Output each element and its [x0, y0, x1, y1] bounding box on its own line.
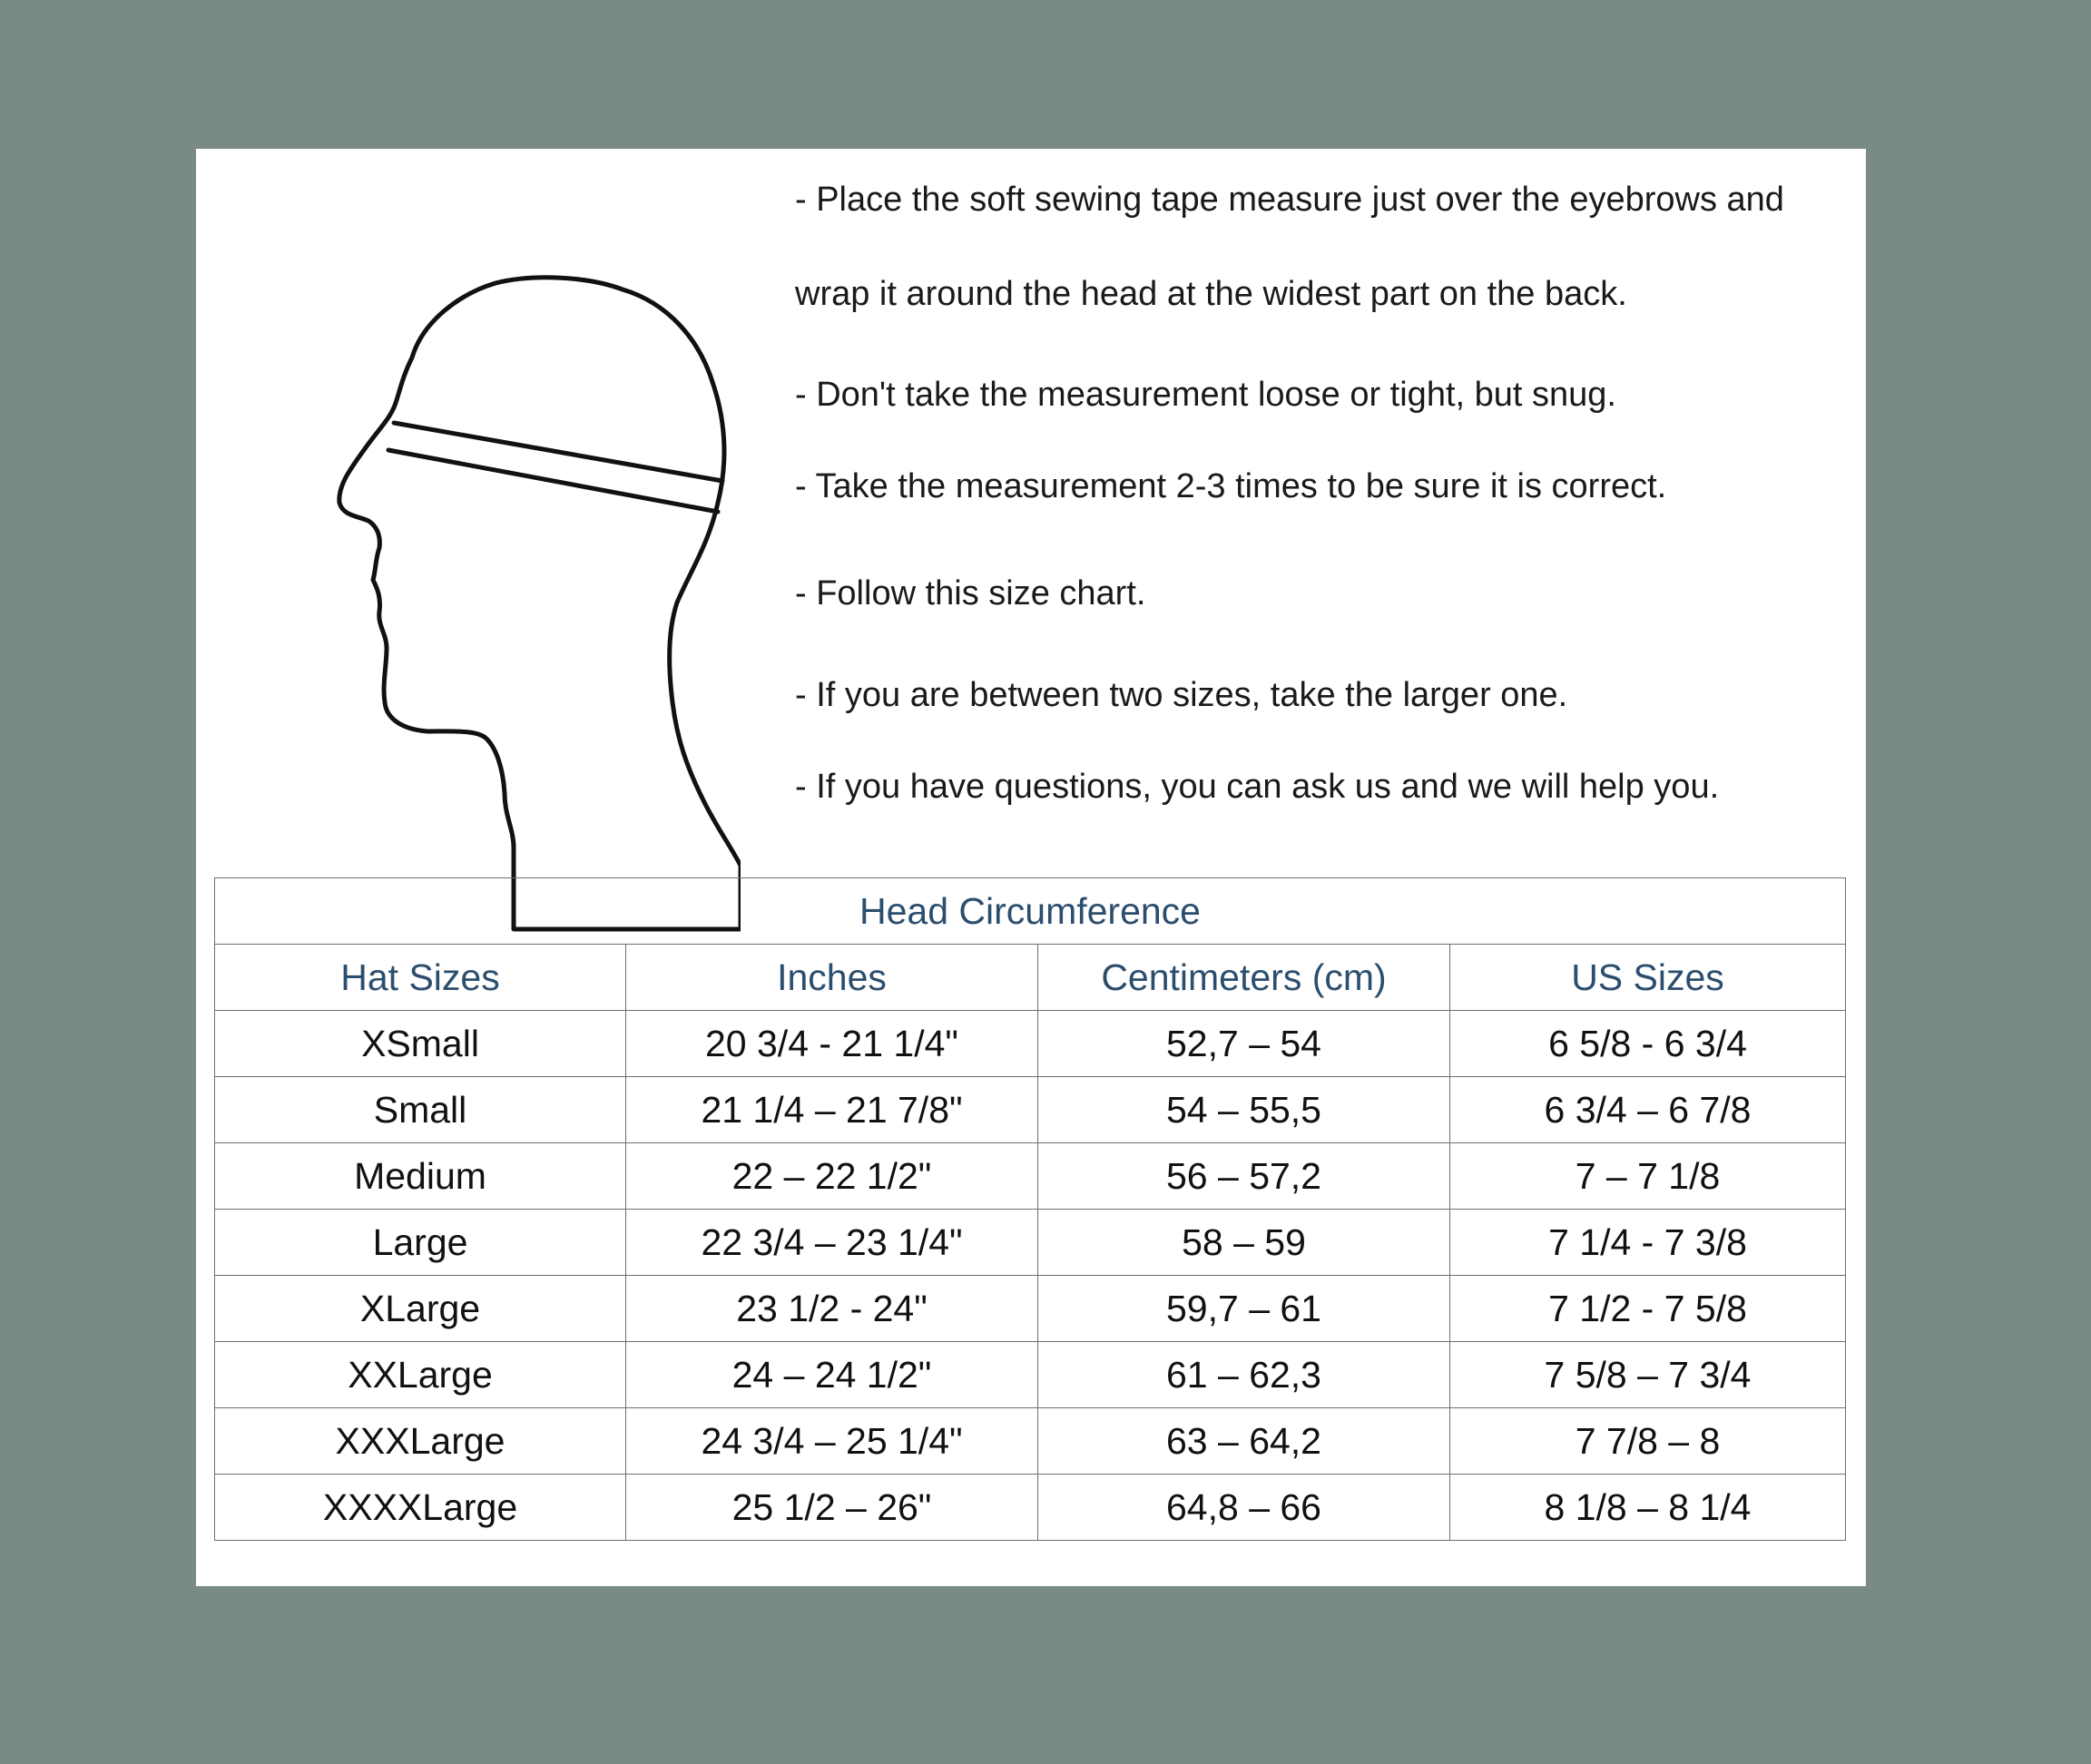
- table-cell: 56 – 57,2: [1038, 1143, 1450, 1210]
- table-cell: Large: [215, 1210, 626, 1276]
- instruction-line: - If you have questions, you can ask us and we will help you.: [795, 768, 1720, 806]
- table-cell: 8 1/8 – 8 1/4: [1450, 1475, 1846, 1541]
- instruction-line: wrap it around the head at the widest part on the back.: [795, 275, 1627, 313]
- table-cell: Small: [215, 1077, 626, 1143]
- table-cell: 20 3/4 - 21 1/4": [626, 1011, 1038, 1077]
- table-row: [215, 1210, 1846, 1276]
- table-row: [215, 1077, 1846, 1143]
- table-title-row: [215, 878, 1846, 945]
- table-cell: 54 – 55,5: [1038, 1077, 1450, 1143]
- table-cell: XXXLarge: [215, 1408, 626, 1475]
- table-header-row: [215, 945, 1846, 1011]
- column-header-hat-sizes: Hat Sizes: [215, 945, 626, 1011]
- table-cell: 7 5/8 – 7 3/4: [1450, 1342, 1846, 1408]
- table-cell: 64,8 – 66: [1038, 1475, 1450, 1541]
- table-row: [215, 1011, 1846, 1077]
- table-row: [215, 1408, 1846, 1475]
- table-cell: XLarge: [215, 1276, 626, 1342]
- instructions: [795, 149, 1857, 838]
- table-row: [215, 1143, 1846, 1210]
- table-cell: 7 1/2 - 7 5/8: [1450, 1276, 1846, 1342]
- table-cell: 23 1/2 - 24": [626, 1276, 1038, 1342]
- instruction-line: - Follow this size chart.: [795, 574, 1146, 612]
- table-cell: 7 1/4 - 7 3/8: [1450, 1210, 1846, 1276]
- table-cell: 59,7 – 61: [1038, 1276, 1450, 1342]
- table-cell: 22 3/4 – 23 1/4": [626, 1210, 1038, 1276]
- table-cell: 25 1/2 – 26": [626, 1475, 1038, 1541]
- table-cell: 22 – 22 1/2": [626, 1143, 1038, 1210]
- table-cell: XXLarge: [215, 1342, 626, 1408]
- column-header-us-sizes: US Sizes: [1450, 945, 1846, 1011]
- table-row: [215, 1342, 1846, 1408]
- table-cell: 52,7 – 54: [1038, 1011, 1450, 1077]
- table-row: [215, 1475, 1846, 1541]
- table-cell: 6 5/8 - 6 3/4: [1450, 1011, 1846, 1077]
- table-cell: 6 3/4 – 6 7/8: [1450, 1077, 1846, 1143]
- table-row: [215, 1276, 1846, 1342]
- size-chart-table: [214, 877, 1846, 1541]
- instruction-line: - Take the measurement 2-3 times to be sure it is correct.: [795, 467, 1667, 505]
- table-title: Head Circumference: [215, 878, 1846, 945]
- head-profile-with-tape-measure-icon: [269, 212, 741, 975]
- table-cell: Medium: [215, 1143, 626, 1210]
- table-cell: XSmall: [215, 1011, 626, 1077]
- instruction-line: - Place the soft sewing tape measure just over the eyebrows and: [795, 181, 1784, 219]
- instruction-line: - Don't take the measurement loose or tight, but snug.: [795, 376, 1616, 414]
- table-cell: 7 7/8 – 8: [1450, 1408, 1846, 1475]
- table-cell: 61 – 62,3: [1038, 1342, 1450, 1408]
- column-header-centimeters: Centimeters (cm): [1038, 945, 1450, 1011]
- table-cell: 58 – 59: [1038, 1210, 1450, 1276]
- size-guide-card: [196, 149, 1866, 1586]
- table-cell: 24 3/4 – 25 1/4": [626, 1408, 1038, 1475]
- table-cell: 63 – 64,2: [1038, 1408, 1450, 1475]
- table-cell: 7 – 7 1/8: [1450, 1143, 1846, 1210]
- column-header-inches: Inches: [626, 945, 1038, 1011]
- instruction-line: - If you are between two sizes, take the larger one.: [795, 676, 1568, 714]
- table-cell: 21 1/4 – 21 7/8": [626, 1077, 1038, 1143]
- table-cell: XXXXLarge: [215, 1475, 626, 1541]
- table-cell: 24 – 24 1/2": [626, 1342, 1038, 1408]
